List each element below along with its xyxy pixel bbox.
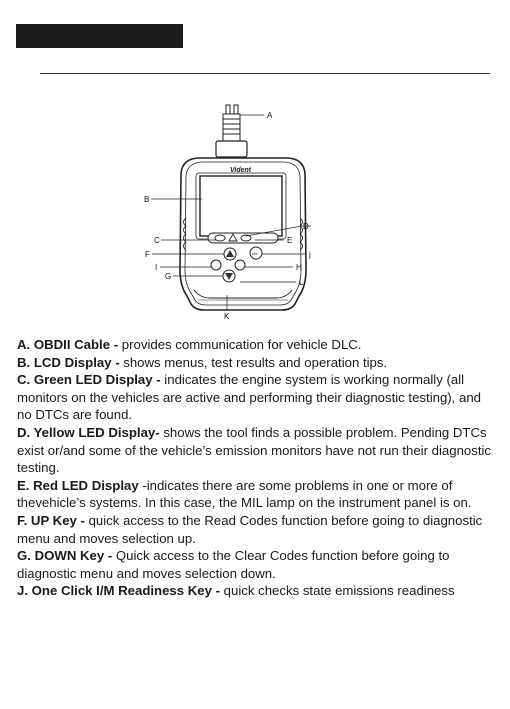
callout-i: I <box>155 263 158 272</box>
item-text: Quick access to the Clear Codes function before going to diagnostic menu and moves selection down. <box>17 548 450 581</box>
section-header-bar <box>16 24 183 48</box>
im-key-label: I/M <box>252 251 258 256</box>
item-label: F. UP Key - <box>17 512 85 528</box>
legend-item-a <box>17 336 497 354</box>
item-text: indicates the engine system is working normally (all monitors on the vehicles are active and performing their diagnostic testing), and no DTCs are found. <box>17 372 482 423</box>
legend-text <box>17 336 497 600</box>
item-label: B. LCD Display - <box>17 354 120 370</box>
brand-logo: Vident <box>230 167 252 174</box>
callout-f: F <box>145 250 150 259</box>
callout-c: C <box>154 236 160 245</box>
item-label: C. Green LED Display - <box>17 372 161 388</box>
left-key <box>211 260 221 270</box>
header-rule <box>40 73 490 74</box>
callout-b: B <box>144 195 150 204</box>
item-label: A. OBDII Cable - <box>17 337 119 352</box>
legend-item-e <box>17 477 497 512</box>
legend-item-f <box>17 512 497 547</box>
right-key <box>235 260 245 270</box>
obdii-cable <box>216 105 247 157</box>
item-label: J. One Click I/M Readiness Key - <box>17 583 221 599</box>
callout-g: G <box>165 272 172 281</box>
callout-h: H <box>296 263 302 272</box>
item-label: G. DOWN Key - <box>17 548 113 564</box>
callout-l: L <box>299 278 304 287</box>
device-diagram <box>130 100 380 325</box>
legend-item-g <box>17 547 497 582</box>
callout-a: A <box>267 111 273 120</box>
item-text: quick checks state emissions readiness <box>220 583 455 599</box>
callout-j: j <box>309 250 311 259</box>
legend-item-b <box>17 354 497 372</box>
lcd-screen <box>200 176 282 236</box>
item-text: quick access to the Read Codes function before going to diagnostic menu and moves selection up. <box>17 512 483 546</box>
device-illustration <box>130 100 380 325</box>
callout-k: K <box>224 312 230 321</box>
item-text: shows the tool finds a possible problem. Pending DTCs exist or/and some of the vehicle’s emission monitors have not run their diagnostic testing. <box>17 424 492 476</box>
legend-item-c <box>17 371 497 424</box>
led-row <box>208 233 278 243</box>
item-text: -indicates there are some problems in one or more of thevehicle’s systems. In this case, the MIL lamp on the instrument panel is on. <box>17 477 472 511</box>
callout-e: E <box>287 236 293 245</box>
legend-item-j <box>17 582 497 600</box>
item-label: E. Red LED Display <box>17 477 139 493</box>
callout-d: D <box>303 222 309 231</box>
item-text: provides communication for vehicle DLC. <box>118 337 362 352</box>
legend-item-d <box>17 424 497 477</box>
green-led <box>215 235 225 241</box>
item-label: D. Yellow LED Display- <box>17 424 160 440</box>
item-text: shows menus, test results and operation tips. <box>119 354 388 370</box>
